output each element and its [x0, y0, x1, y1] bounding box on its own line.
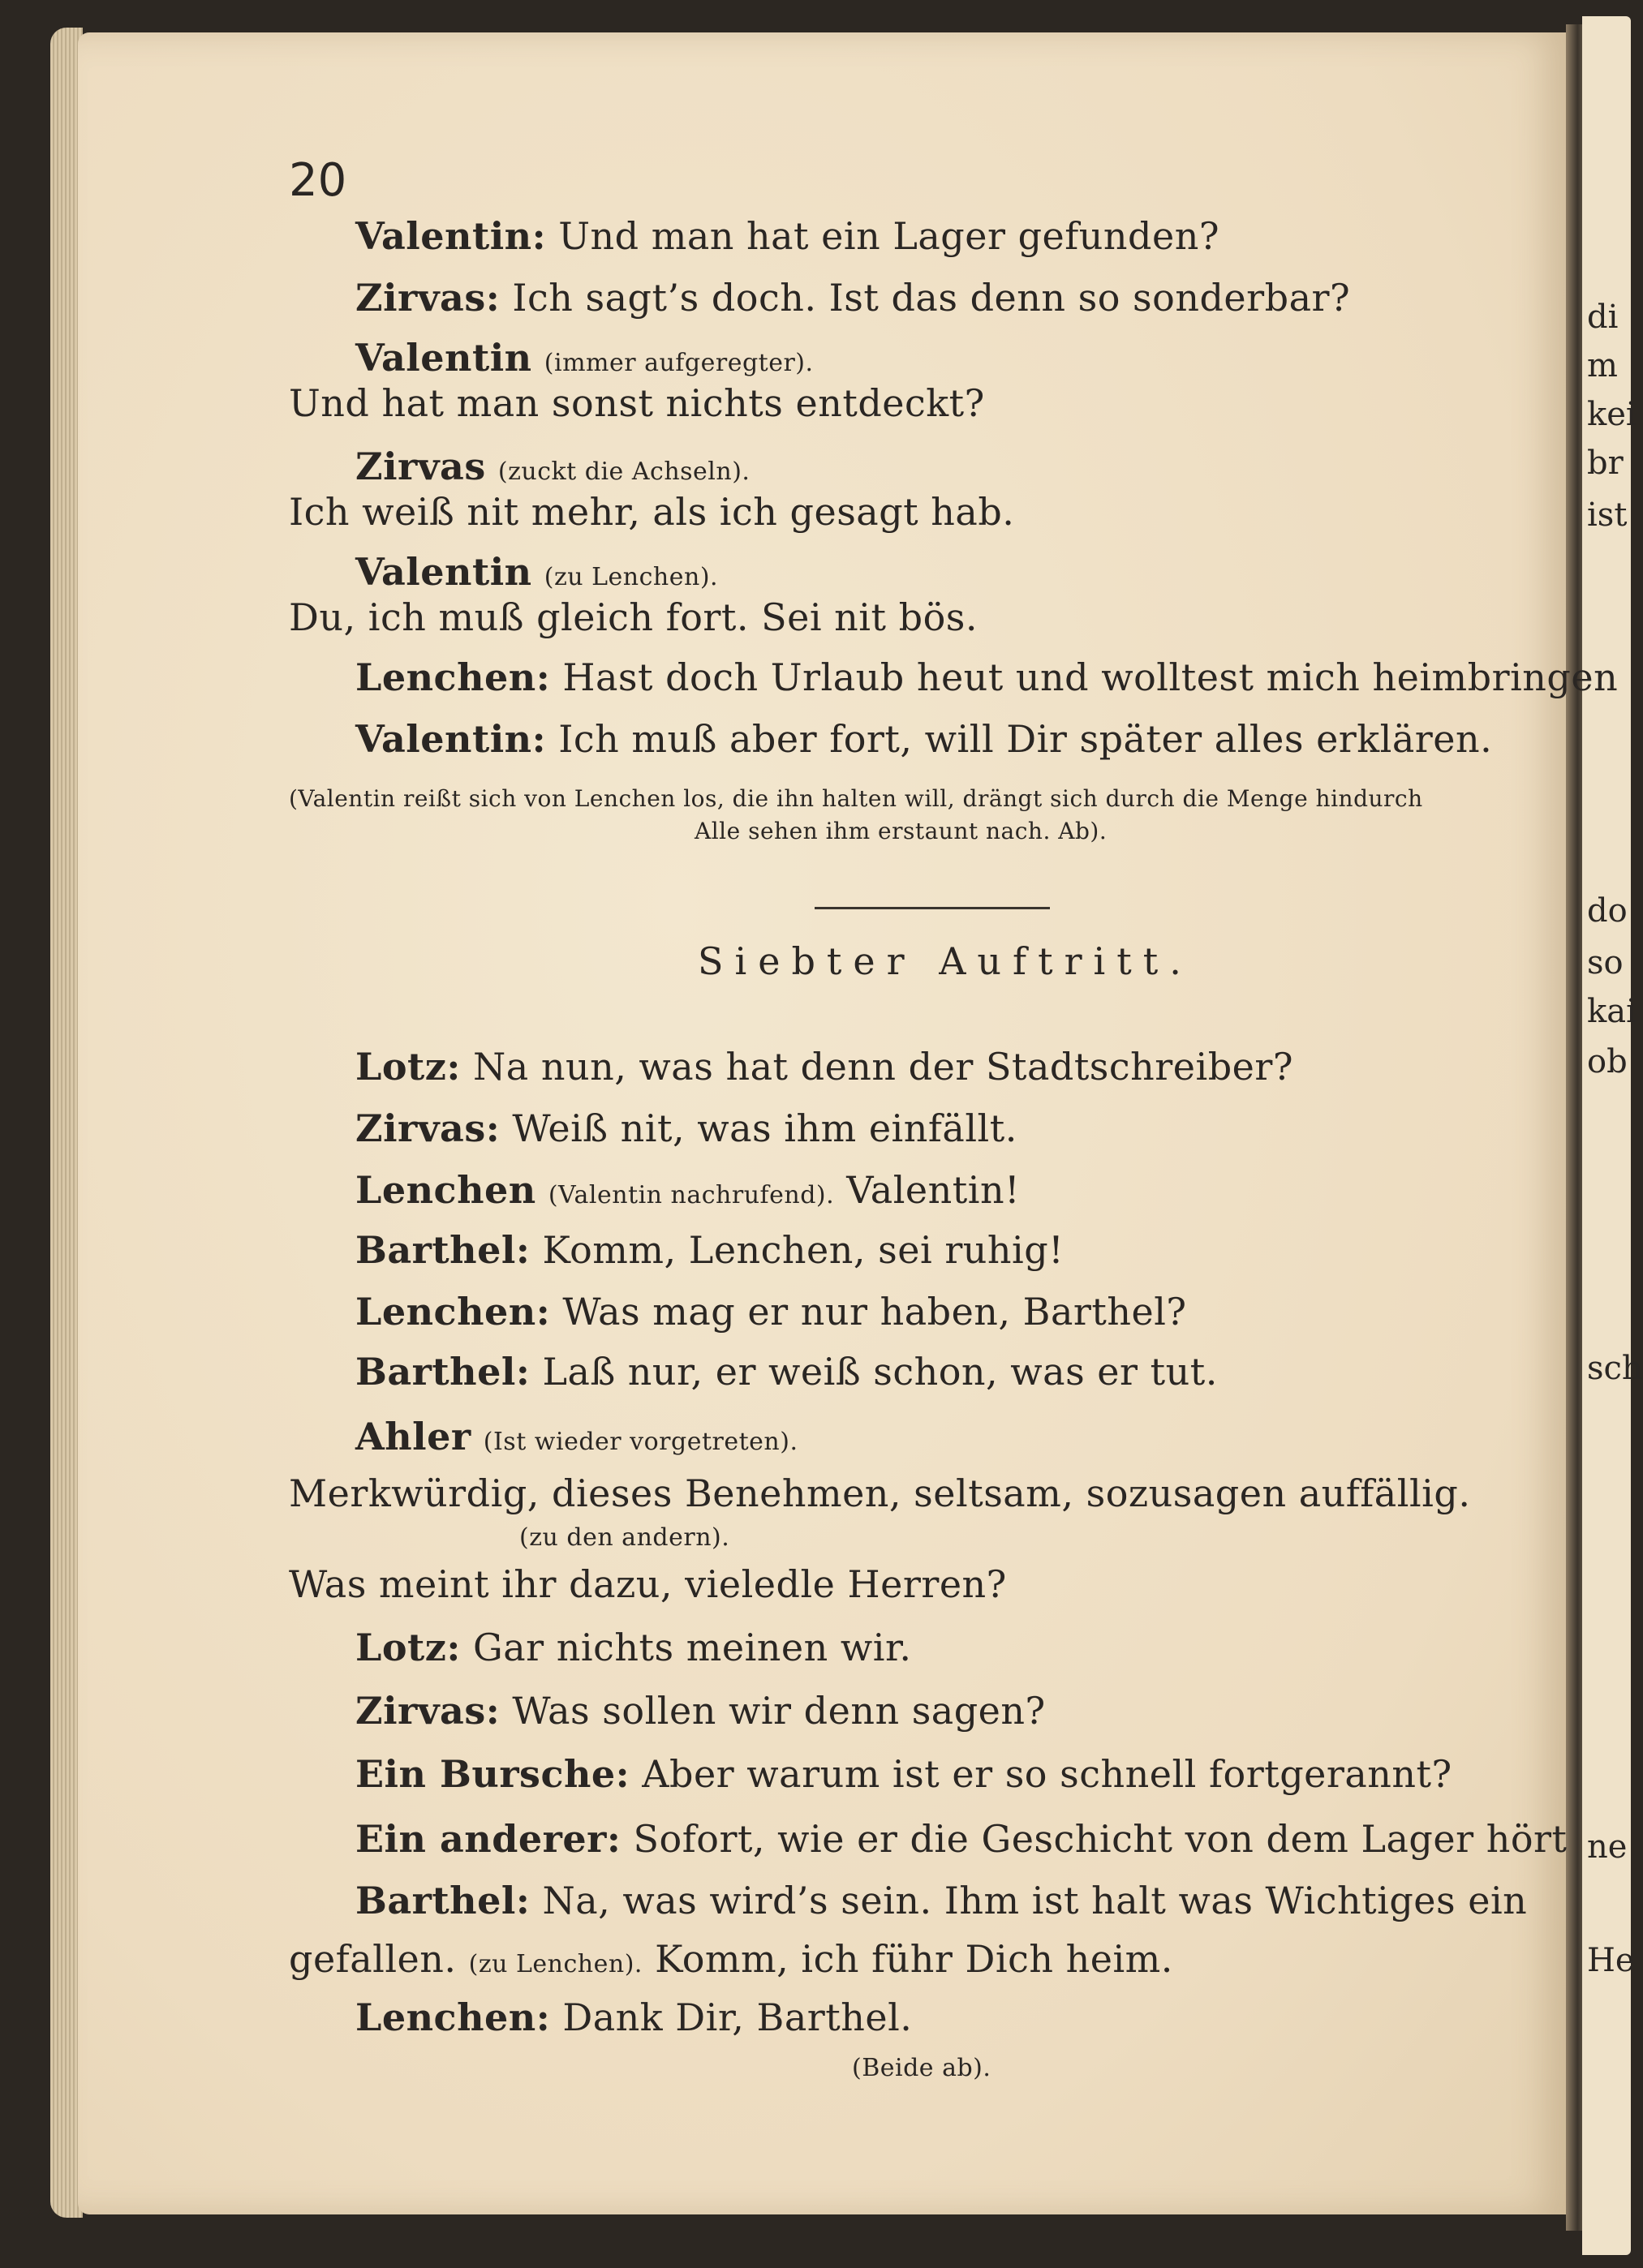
dialogue-line [355, 336, 814, 380]
dialogue-line [289, 595, 978, 639]
dialogue-line [289, 1562, 1007, 1606]
facing-page-fragment: kai [1587, 993, 1637, 1030]
speaker-name: Lotz: [355, 1045, 461, 1089]
dialogue-line [355, 214, 1219, 258]
dialogue-line [355, 550, 718, 594]
page-number: 20 [289, 154, 347, 207]
dialogue-line [289, 381, 985, 425]
dialogue-line [355, 1350, 1218, 1394]
dialogue-line [289, 490, 1014, 534]
speaker-name: Barthel: [355, 1228, 531, 1272]
line-text: Na nun, was hat denn der Stadtschreiber? [473, 1045, 1294, 1089]
dialogue-line [355, 1817, 1568, 1861]
stage-direction: (zuckt die Achseln). [497, 457, 751, 486]
dialogue-line [355, 1045, 1293, 1089]
speaker-name: Lenchen: [355, 1995, 551, 2039]
facing-page-fragment: do [1587, 892, 1628, 930]
speaker-name: Ahler [355, 1415, 471, 1458]
facing-page-fragment: so [1587, 944, 1624, 982]
facing-page-fragment: ne [1587, 1828, 1628, 1866]
line-text: Weiß nit, was ihm einfällt. [512, 1106, 1017, 1150]
line-text: Laß nur, er weiß schon, was er tut. [542, 1350, 1218, 1394]
dialogue-line [355, 1752, 1452, 1796]
facing-page-fragment: ist [1587, 496, 1628, 534]
speaker-name: Barthel: [355, 1879, 531, 1922]
speaker-name: Lenchen: [355, 655, 551, 699]
stage-direction: (immer aufgeregter). [544, 349, 814, 377]
speaker-name: Lotz: [355, 1626, 461, 1669]
line-text: Na, was wird’s sein. Ihm ist halt was Wichtiges ein [542, 1879, 1528, 1922]
speaker-name: Barthel: [355, 1350, 531, 1394]
dialogue-line [355, 1415, 798, 1458]
line-text: Komm, ich führ Dich heim. [655, 1937, 1173, 1981]
dialogue-line [355, 1879, 1527, 1922]
facing-page-fragment: kei [1587, 396, 1637, 433]
line-text: Ich muß aber fort, will Dir später alles erklären. [558, 717, 1493, 761]
line-text: Was meint ihr dazu, vieledle Herren? [289, 1562, 1007, 1606]
line-text: Ich weiß nit mehr, als ich gesagt hab. [289, 490, 1015, 534]
facing-page-fragment: He [1587, 1942, 1635, 1979]
dialogue-line [355, 655, 1618, 699]
line-text: Aber warum ist er so schnell fortgerannt? [642, 1752, 1452, 1796]
speaker-name: Ein anderer: [355, 1817, 622, 1861]
facing-page-fragment: ob [1587, 1043, 1628, 1080]
line-text: Hast doch Urlaub heut und wolltest mich heimbringen [562, 655, 1619, 699]
speaker-name: Valentin: [355, 717, 547, 761]
speaker-name: Lenchen: [355, 1290, 551, 1334]
facing-page-fragment: m [1587, 347, 1618, 384]
speaker-name: Zirvas: [355, 1689, 501, 1733]
line-text: Dank Dir, Barthel. [562, 1995, 913, 2039]
speaker-name: Valentin [355, 336, 532, 380]
speaker-name: Lenchen [355, 1168, 536, 1212]
stage-direction: (zu Lenchen). [544, 563, 719, 591]
line-text: Du, ich muß gleich fort. Sei nit bös. [289, 595, 978, 639]
line-text: Was sollen wir denn sagen? [512, 1689, 1046, 1733]
line-text: gefallen. [289, 1937, 457, 1981]
line-text: Und man hat ein Lager gefunden? [558, 214, 1219, 258]
speaker-name: Ein Bursche: [355, 1752, 630, 1796]
line-text: Komm, Lenchen, sei ruhig! [542, 1228, 1065, 1272]
dialogue-line [355, 1228, 1064, 1272]
line-text: Sofort, wie er die Geschicht von dem Lager hört [633, 1817, 1568, 1861]
stage-direction: (zu Lenchen). [468, 1950, 643, 1978]
line-text: Gar nichts meinen wir. [473, 1626, 912, 1669]
dialogue-line [289, 1471, 1470, 1515]
stage-direction: (zu den andern). [519, 1523, 730, 1552]
speaker-name: Valentin [355, 550, 532, 594]
stage-direction: Alle sehen ihm erstaunt nach. Ab). [695, 818, 1108, 844]
line-text: Merkwürdig, dieses Benehmen, seltsam, sozusagen auffällig. [289, 1471, 1471, 1515]
dialogue-line [355, 445, 750, 488]
line-text: Was mag er nur haben, Barthel? [562, 1290, 1187, 1334]
stage-direction: (Ist wieder vorgetreten). [483, 1428, 798, 1456]
stage-direction: (Valentin nachrufend). [548, 1181, 835, 1209]
dialogue-line [355, 1689, 1046, 1733]
stage-direction: (Beide ab). [852, 2054, 991, 2082]
speaker-name: Valentin: [355, 214, 547, 258]
dialogue-line [355, 1626, 912, 1669]
facing-page-fragment: br [1587, 445, 1624, 482]
dialogue-line [355, 276, 1350, 320]
facing-page-fragment: sch [1587, 1350, 1643, 1387]
dialogue-line [289, 1937, 1173, 1981]
dialogue-line [355, 1290, 1187, 1334]
speaker-name: Zirvas: [355, 1106, 501, 1150]
dialogue-line [355, 717, 1492, 761]
dialogue-line [355, 1168, 1020, 1212]
line-text: Valentin! [846, 1168, 1021, 1212]
scene-divider [815, 907, 1050, 909]
dialogue-line [355, 1995, 912, 2039]
scene-heading: Siebter Auftritt. [698, 939, 1193, 983]
line-text: Und hat man sonst nichts entdeckt? [289, 381, 985, 425]
dialogue-line [355, 1106, 1017, 1150]
facing-page-fragment: di [1587, 299, 1619, 336]
stage-direction: (Valentin reißt sich von Lenchen los, die ihn halten will, drängt sich durch die Menge hindurch [289, 785, 1423, 812]
speaker-name: Zirvas: [355, 276, 501, 320]
speaker-name: Zirvas [355, 445, 486, 488]
line-text: Ich sagt’s doch. Ist das denn so sonderbar? [512, 276, 1351, 320]
